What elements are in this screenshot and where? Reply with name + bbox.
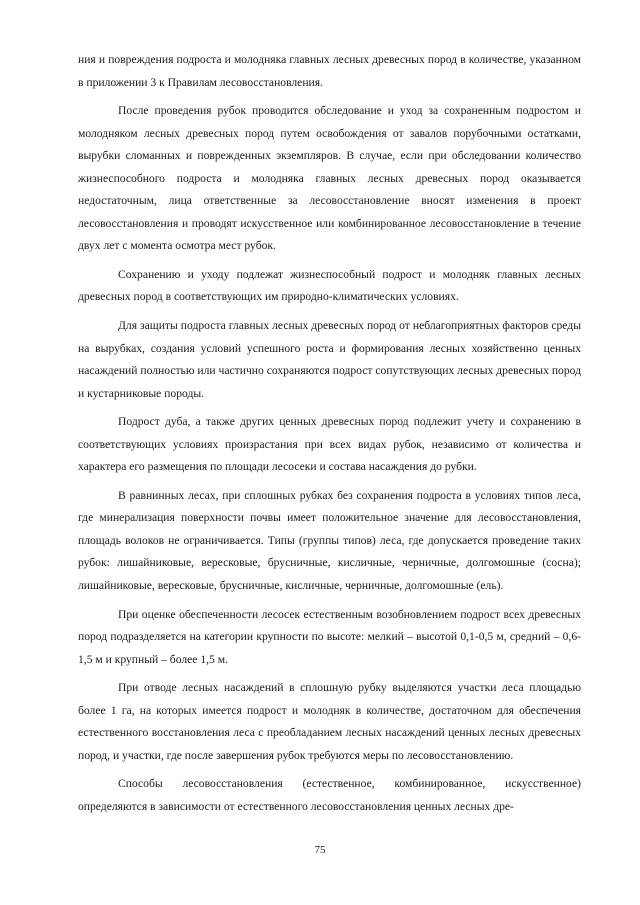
paragraph-size-categories: При оценке обеспеченности лесосек естественным возобновлением подрост всех древесных пород подразделяется на категории крупности по высоте: мелкий – высотой 0,1-0,5 м, средний – 0,6-1,5 м и крупный – более 1,5 м.: [78, 607, 581, 666]
paragraph-post-felling-survey: После проведения рубок проводится обследование и уход за сохраненным подростом и молодняком лесных древесных пород путем освобождения от завалов порубочными остатками, вырубки сломанных и поврежденных экземпляров. В случае, если при обследовании количество жизнеспособного подроста и молодняка главных лесных древесных пород оказывается недостаточным, лица ответственные за лесовосстановление вносят изменения в проект лесовосстановления и проводят искусственное или комбинированное лесовосстановление в течение двух лет с момента осмотра мест рубок.: [78, 104, 581, 253]
paragraph-continuation: ния и повреждения подроста и молодняка главных лесных древесных пород в количестве, указанном в приложении 3 к Правилам лесовосстановления.: [78, 53, 581, 89]
paragraph-clear-cutting: При отводе лесных насаждений в сплошную рубку выделяются участки леса площадью более 1 га, на которых имеется подрост и молодняк в количестве, достаточном для обеспечения естественного восстановления леса с преобладанием лесных насаждений ценных лесных древесных пород, и участки, где после завершения рубок требуются меры по лесовосстановлению.: [78, 681, 581, 762]
paragraph-oak-undergrowth: Подрост дуба, а также других ценных древесных пород подлежит учету и сохранению в соответствующих условиях произрастания при всех видах рубок, независимо от количества и характера его размещения по площади лесосеки и состава насаждения до рубки.: [78, 415, 581, 474]
paragraph-preservation: Сохранению и уходу подлежат жизнеспособный подрост и молодняк главных лесных древесных пород в соответствующих им природно-климатических условиях.: [78, 267, 581, 304]
paragraph-restoration-methods: Способы лесовосстановления (естественное, комбинированное, искусственное) определяются в зависимости от естественного лесовосстановления ценных лесных дре-: [78, 777, 581, 813]
paragraph-undergrowth-protection: Для защиты подроста главных лесных древесных пород от неблагоприятных факторов среды на вырубках, создания условий успешного роста и формирования лесных хозяйственно ценных насаждений полностью или частично сохраняются подрост сопутствующих лесных древесных пород и кустарниковые породы.: [78, 319, 581, 400]
document-body: [78, 49, 581, 825]
page-number: 75: [314, 844, 326, 856]
paragraph-plain-forests: В равнинных лесах, при сплошных рубках без сохранения подроста в условиях типов леса, где минерализация поверхности почвы имеет положительное значение для лесовосстановления, площадь волоков не ограничивается. Типы (группы типов) леса, где допускается проведение таких рубок: лишайниковые, вересковые, брусничные, кисличные, черничные, долгомошные (сосна); лишайниковые, вересковые, брусничные, кисличные, черничные, долгомошные (ель).: [78, 488, 581, 593]
